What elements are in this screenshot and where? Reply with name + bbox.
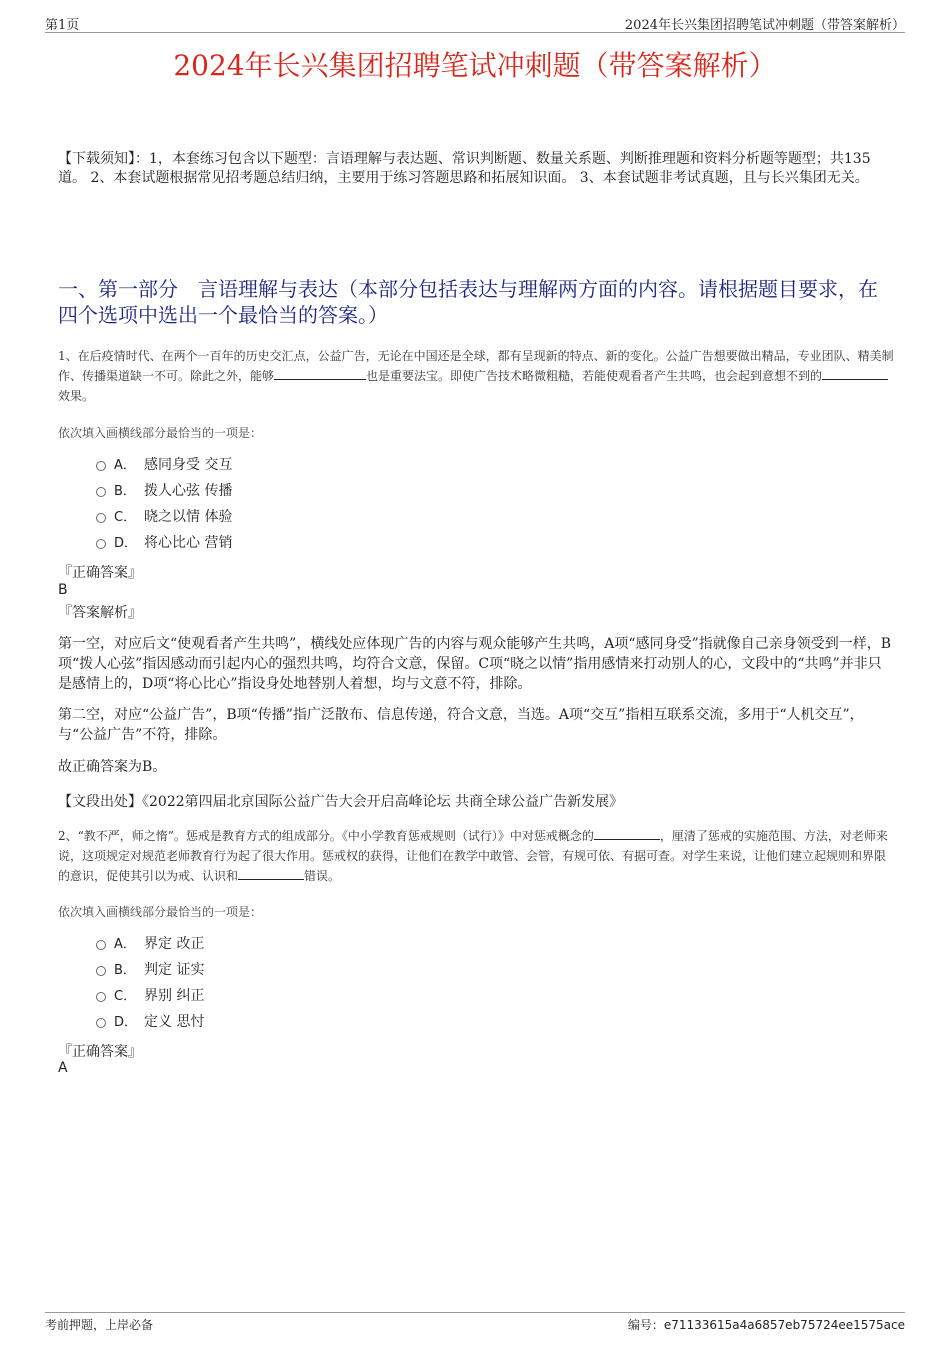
- fill-blank: [274, 367, 366, 380]
- page-title: 2024年长兴集团招聘笔试冲刺题（带答案解析）: [173, 49, 777, 82]
- question-2-stem: 2、“教不严，师之惰”。惩戒是教育方式的组成部分。《中小学教育惩戒规则（试行）》中对惩戒概念的 ，厘清了惩戒的实施范围、方法，对老师来说，这项规定对规范老师教育行为起了很大作用。惩戒权的获得，让他们在教学中敢管、会管，有规可依、有据可查。对学生来说，让他们建立起规则和界限的意识，促使其引以为戒、认识和 错误。: [58, 829, 888, 883]
- option-a[interactable]: A． 感同身受 交互: [96, 452, 232, 478]
- correct-answer: B: [58, 582, 68, 598]
- analysis-paragraph-1: 第一空，对应后文“使观看者产生共鸣”，横线处应体现广告的内容与观众能够产生共鸣，A项“感同身受”指就像自己亲身领受到一样，B项“拨人心弦”指因感动而引起内心的强烈共鸣，均符合文意，保留。C项“晓之以情”指用感情来打动别人的心，文段中的“共鸣”并非只是感情上的，D项“将心比心”指设身处地替别人着想，均与文意不符，排除。: [58, 636, 892, 692]
- radio-icon[interactable]: [96, 1018, 106, 1028]
- option-c[interactable]: C． 晓之以情 体验: [96, 504, 232, 530]
- option-d[interactable]: D． 将心比心 营销: [96, 530, 232, 556]
- answer-label: 『正确答案』: [58, 1044, 142, 1060]
- radio-icon[interactable]: [96, 992, 106, 1002]
- fill-blank: [594, 827, 660, 840]
- question-1-prompt: 依次填入画横线部分最恰当的一项是：: [58, 426, 263, 440]
- analysis-conclusion: 故正确答案为B。: [58, 759, 167, 775]
- passage-source: 【文段出处】《2022第四届北京国际公益广告大会开启高峰论坛 共商全球公益广告新发展》: [58, 794, 624, 810]
- radio-icon[interactable]: [96, 461, 106, 471]
- question-1-options: [96, 452, 232, 556]
- analysis-label: 『答案解析』: [58, 605, 142, 621]
- fill-blank: [822, 367, 888, 380]
- option-b[interactable]: B． 拨人心弦 传播: [96, 478, 232, 504]
- question-1-stem: 1、在后疫情时代、在两个一百年的历史交汇点，公益广告，无论在中国还是全球，都有呈现新的特点、新的变化。公益广告想要做出精品，专业团队、精美制作、传播渠道缺一不可。除此之外，能够 也是重要法宝。即使广告技术略微粗糙，若能使观看者产生共鸣，也会起到意想不到的效果。: [58, 349, 894, 403]
- option-d[interactable]: D． 定义 思忖: [96, 1009, 204, 1035]
- answer-label: 『正确答案』: [58, 565, 142, 581]
- radio-icon[interactable]: [96, 487, 106, 497]
- radio-icon[interactable]: [96, 513, 106, 523]
- question-2-options: [96, 931, 204, 1035]
- page-header: [45, 14, 905, 33]
- option-c[interactable]: C． 界别 纠正: [96, 983, 204, 1009]
- option-b[interactable]: B． 判定 证实: [96, 957, 204, 983]
- question-2-prompt: 依次填入画横线部分最恰当的一项是：: [58, 905, 263, 919]
- document-id: 编号：e71133615a4a6857eb75724ee1575ace: [627, 1318, 905, 1332]
- header-doc-title: 2024年长兴集团招聘笔试冲刺题（带答案解析）: [624, 18, 905, 33]
- analysis-paragraph-2: 第二空，对应“公益广告”，B项“传播”指广泛散布、信息传递，符合文意，当选。A项“交互”指相互联系交流，多用于“人机交互”，与“公益广告”不符，排除。: [58, 707, 864, 743]
- radio-icon[interactable]: [96, 940, 106, 950]
- radio-icon[interactable]: [96, 966, 106, 976]
- fill-blank: [238, 867, 304, 880]
- page-footer: [45, 1312, 905, 1337]
- download-notice: 【下载须知】：1，本套练习包含以下题型：言语理解与表达题、常识判断题、数量关系题、判断推理题和资料分析题等题型；共135道。 2、本套试题根据常见招考题总结归纳，主要用于练习答题思路和拓展知识面。 3、本套试题非考试真题，且与长兴集团无关。: [58, 151, 871, 186]
- option-a[interactable]: A． 界定 改正: [96, 931, 204, 957]
- radio-icon[interactable]: [96, 539, 106, 549]
- footer-slogan: 考前押题，上岸必备: [45, 1318, 154, 1332]
- correct-answer: A: [58, 1060, 68, 1076]
- page-number-label: 第1页: [45, 18, 80, 33]
- section-heading: 一、第一部分 言语理解与表达（本部分包括表达与理解两方面的内容。请根据题目要求，在四个选项中选出一个最恰当的答案。）: [58, 277, 878, 327]
